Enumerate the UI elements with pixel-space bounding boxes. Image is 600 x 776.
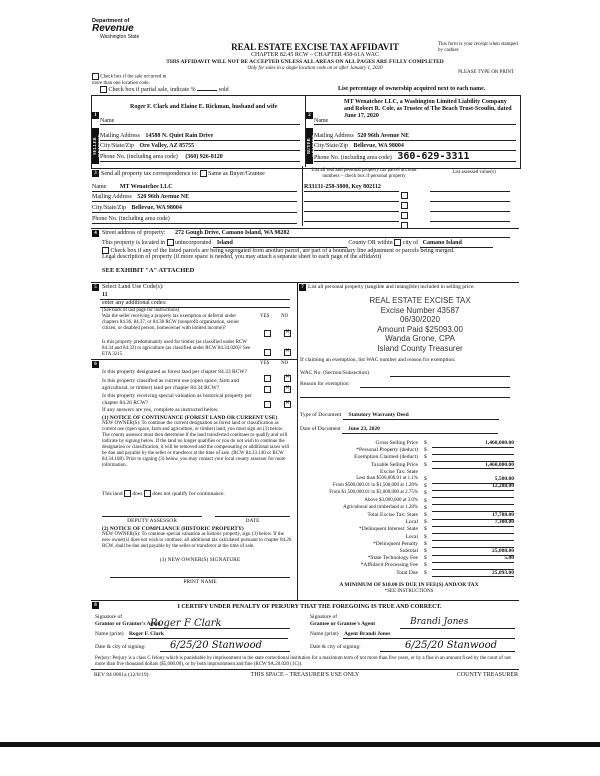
agency-line2: Revenue — [92, 23, 134, 34]
calc-label-13: Local — [405, 533, 418, 540]
multi-location-check[interactable] — [92, 73, 172, 87]
county-treasurer: COUNTY TREASURER — [456, 672, 518, 678]
date-label: DATE — [245, 518, 260, 524]
buyer-address: 520 96th Avenue NE — [357, 133, 410, 139]
agency-logo — [92, 18, 152, 40]
calc-value-16: 5.00 — [432, 555, 514, 563]
seller-address-label: Mailing Address — [100, 133, 140, 139]
calc-label-1: *Personal Property (deduct) — [356, 447, 418, 454]
calc-label-9: Agricultural and timberland at 1.28% — [343, 504, 418, 510]
section-5-tab: 5 — [92, 284, 99, 291]
calc-value-11: 7,300.00 — [432, 519, 514, 527]
calc-dollar-12: $ — [424, 526, 427, 533]
grantee-sig-of: Signature of — [310, 614, 338, 620]
section-4-tab: 4 — [92, 230, 99, 237]
tax-correspondence-row — [101, 170, 296, 178]
city-of-label: city of — [402, 239, 419, 246]
grantee-label: Grantee or Grantee's Agent — [310, 620, 376, 627]
calc-label-12: *Delinquent Interest: State — [359, 526, 418, 533]
city-of-checkbox[interactable] — [394, 239, 401, 246]
grantor-date-city: 6/25/20 Stanwood — [170, 640, 263, 651]
calc-dollar-1: $ — [424, 447, 427, 454]
calc-label-17: *Affidavit Processing Fee — [360, 562, 418, 569]
tax-corr-city: Bellevue, WA 98004 — [131, 205, 182, 211]
exhibit-a-text: SEE EXHIBIT "A" ATTACHED — [102, 267, 195, 274]
partial-sale-label: Check box if partial sale, indicate % — [108, 86, 196, 93]
current-use-yes[interactable] — [264, 386, 271, 393]
legal-description-label: Legal description of property (if more space is needed, you may attach a separate sheet to each page of the affidavit) — [102, 254, 382, 260]
seller-name: Roger F. Clark and Elaine E. Rickman, husband and wife — [130, 104, 278, 110]
receipt-note: This form is your receipt when stamped by cashier. — [438, 42, 518, 53]
calc-label-7: From $1,500,000.01 to $3,000,000 at 2.75% — [329, 490, 418, 496]
calc-value-10: 17,788.00 — [432, 512, 514, 520]
grantor-signature: Roger F Clark — [150, 618, 222, 629]
treasurer-stamp — [330, 296, 510, 353]
calc-dollar-5: $ — [424, 476, 427, 482]
doc-date-label: Date of Document — [300, 426, 341, 432]
unincorporated-label: unincorporated — [175, 239, 212, 246]
seller-city: Oro Valley, AZ 85755 — [139, 143, 195, 149]
grantor-name-row — [95, 631, 295, 638]
grantor-date-label: Date & city of signing: — [95, 644, 146, 650]
calc-label-0: Gross Selling Price — [375, 440, 418, 446]
calc-label-18: Total Due — [396, 569, 418, 576]
located-label: This property is located in — [102, 239, 165, 246]
section-6-tab: 6 — [92, 361, 99, 368]
minimum-due: A MINIMUM OF $10.00 IS DUE IN FEE(S) AND/OR TAX — [339, 582, 479, 588]
calc-label-10: Total Excise Tax: State — [367, 512, 418, 518]
buyer-phone: 360-629-3311 — [397, 151, 470, 162]
tax-corr-name: MT Wenatchee LLC — [119, 184, 173, 190]
multi-location-checkbox[interactable] — [92, 73, 99, 80]
street-address: 272 Gough Drive, Camano Island, WA 98282 — [174, 230, 290, 236]
calc-label-14: *Delinquent Penalty — [372, 540, 418, 547]
stamp-line-4: Amount Paid $25093.00 — [377, 324, 463, 334]
county-label: County OR within — [348, 239, 393, 246]
new-owner-signature-label: (3) NEW OWNER(S) SIGNATURE — [159, 557, 241, 563]
deputy-assessor-label: DEPUTY ASSESSOR — [127, 518, 177, 524]
doc-type: Statutory Warranty Deed — [343, 412, 499, 420]
agency-line1: Department of — [92, 18, 130, 24]
grantee-name-label: Name (print) — [310, 631, 339, 637]
personal-property-label: List all personal property (tangible and intangible) included in selling price. — [308, 284, 475, 290]
boundary-label: Check box if any of the listed parcels are being segregated from another parcel, are part of a boundary line adjustment or parcels being merged. — [110, 247, 455, 254]
print-name-label: PRINT NAME — [183, 579, 217, 585]
calc-label-2: Exemption Claimed (deduct) — [354, 454, 418, 461]
continuance-text: NEW OWNER(S): To continue the current designation as forest land or classification as current use (open space, farm and agriculture, or timber) land, you must sign on (3) below. The county assessor must then determine if the land transferred continues to qualify and will indicate by signing below. If the land no longer qualifies or you do not wish to continue the designation or classification, it will be removed and the compensating or additional taxes will be due and payable by the seller or transferor at the time of sale. (RCW 84.33.140 or RCW 84.34.108). Prior to signing (3) below, you may contact your local county assessor for more information. — [102, 421, 290, 468]
same-as-buyer-checkbox[interactable] — [200, 170, 207, 177]
stamp-line-2: Excise Number 43587 — [380, 305, 460, 315]
continuance-title: (1) NOTICE OF CONTINUANCE (FOREST LAND OR CURRENT USE) — [102, 415, 278, 421]
does-not-label: does not qualify for continuance. — [152, 490, 225, 497]
type-or-print: PLEASE TYPE OR PRINT — [458, 70, 514, 75]
calc-label-15: Subtotal — [399, 548, 418, 554]
buyer-grantee-label: BUYER GRANTEE — [306, 128, 313, 164]
calc-value-6: 12,288.00 — [432, 483, 514, 491]
calc-label-6: From $500,000.01 to $1,500,000 at 1.28% — [333, 483, 418, 489]
land-use-q1: Was the seller receiving a property tax exemption or deferral under chapters 84.36, 84.37, or 84.38 RCW (nonprofit organization, senior citizen, or disabled person, homeowner with limited income)? — [102, 314, 240, 331]
sold-label: sold — [218, 86, 229, 93]
buyer-name-row — [314, 99, 516, 124]
buyer-city-label: City/State/Zip — [314, 143, 348, 149]
assessed-header: List assessed value(s) — [452, 170, 496, 175]
wac-label: WAC No. (Section/Subsection) — [300, 370, 369, 376]
calc-label-4: Excise Tax: State — [379, 468, 418, 475]
calc-dollar-11: $ — [424, 519, 427, 526]
doc-date: June 23, 2020 — [342, 426, 498, 434]
calc-dollar-17: $ — [424, 562, 427, 569]
land-use-q2: Is this property predominantly used for timber (as classified under RCW 84.34 and 84.33) or agriculture (as classified under RCW 84.34.020)? See ETA 3215 — [102, 340, 251, 357]
this-land-label: This land — [102, 490, 123, 497]
grantor-sig-of: Signature of — [95, 614, 123, 620]
grantor-name-label: Name (print) — [95, 631, 124, 637]
seller-name-row — [100, 104, 300, 124]
historic-text: NEW OWNER(S): To continue special valuation as historic property, sign (3) below. If the new owner(s) does not wish to continue, all additional tax calculated pursuant to chapter 84.26 RCW, shall be due and payable by the seller or transferor at the time of sale. — [102, 532, 292, 549]
section6-q3: Is this property receiving special valuation as historical property per chapter 84.26 RCW? — [102, 393, 252, 406]
calc-dollar-10: $ — [424, 512, 427, 518]
calc-dollar-7: $ — [424, 490, 427, 497]
stamp-line-5: Wanda Grone, CPA — [385, 334, 455, 343]
treasurer-space: THIS SPACE – TREASURER'S USE ONLY — [250, 672, 360, 678]
section-2-tab: 2 — [306, 112, 313, 119]
section6-yes-header: YES — [260, 361, 270, 366]
calc-label-16: *State Technology Fee — [367, 555, 418, 562]
calc-label-5: Less than $500,000.01 at 1.1% — [356, 476, 418, 481]
section6-no-header: NO — [281, 361, 289, 366]
stamp-line-1: REAL ESTATE EXCISE TAX — [369, 296, 471, 305]
buyer-name-label: Name — [314, 118, 329, 124]
historic-title: (2) NOTICE OF COMPLIANCE (HISTORIC PROPERTY) — [102, 526, 244, 532]
seller-name-label: Name — [100, 118, 115, 124]
grantee-date-city: 6/25/20 Stanwood — [405, 640, 498, 651]
calc-value-18: 25,093.00 — [432, 570, 514, 578]
qualify-row — [102, 490, 292, 497]
unincorporated-checkbox[interactable] — [167, 239, 174, 246]
seller-city-row — [100, 143, 300, 150]
seller-address: 14588 N. Quiet Rain Drive — [145, 133, 214, 139]
buyer-address-row — [314, 133, 516, 140]
tax-corr-name-row — [92, 184, 297, 191]
does-checkbox[interactable] — [124, 490, 131, 497]
additional-codes-label: enter any additional codes: — [102, 300, 167, 306]
stamp-line-6: Island County Treasurer — [377, 343, 463, 353]
does-not-checkbox[interactable] — [144, 490, 151, 497]
chapter-line: CHAPTER 82.45 RCW – CHAPTER 458-61A WAC — [251, 52, 379, 58]
city-value: Camano Island — [420, 240, 493, 248]
tax-correspondence-label: Send all property tax correspondence to: — [101, 170, 199, 177]
calc-dollar-16: $ — [424, 555, 427, 562]
calc-value-0: 1,460,000.00 — [432, 440, 514, 448]
calc-dollar-9: $ — [424, 504, 427, 511]
calc-dollar-14: $ — [424, 540, 427, 547]
section-8-tab: 8 — [92, 602, 99, 609]
doc-type-row — [300, 412, 515, 420]
tax-corr-city-row — [92, 205, 297, 212]
section-3-tab: 3 — [92, 170, 99, 177]
buyer-city-row — [314, 143, 516, 150]
tax-corr-address-row — [92, 194, 297, 201]
calc-value-5: 5,500.00 — [432, 476, 514, 484]
does-label: does — [132, 490, 143, 497]
same-as-buyer-label: Same as Buyer/Grantee — [208, 170, 265, 177]
tax-corr-phone-label: Phone No. (including area code) — [92, 216, 170, 222]
calc-dollar-8: $ — [424, 497, 427, 504]
calc-dollar-2: $ — [424, 454, 427, 461]
perjury-note: Perjury: Perjury is a class C felony which is punishable by imprisonment in the state correctional institution for a maximum term of not more than five years, or by a fine in an amount fixed by the court of not more than five thousand dollars ($5,000.00), or by both imprisonment and fine (RCW 9A.20.020 (1C)). — [95, 656, 511, 667]
calc-dollar-0: $ — [424, 440, 427, 446]
seller-phone-row — [100, 154, 300, 161]
calc-dollar-13: $ — [424, 533, 427, 540]
section-1-tab: 1 — [92, 112, 99, 119]
see-back-label: (See back of last page for instructions) — [102, 308, 180, 313]
partial-sale-row[interactable] — [100, 86, 330, 94]
doc-date-row — [300, 426, 515, 434]
buyer-phone-label: Phone No. (including area code) — [314, 155, 392, 161]
tax-corr-name-label: Name — [92, 184, 107, 190]
not-accepted-line: THIS AFFIDAVIT WILL NOT BE ACCEPTED UNLESS ALL AREAS ON ALL PAGES ARE FULLY COMPLETED — [166, 59, 444, 65]
agency-line3: Washington State — [100, 34, 140, 40]
grantor-label: Grantor or Grantor's Agent — [95, 620, 161, 627]
seller-phone: (360) 926-8120 — [185, 154, 223, 160]
land-use-code: 11 — [102, 292, 108, 298]
buyer-address-label: Mailing Address — [314, 133, 354, 139]
parcel-numbers: R33131-258-3800, Key 802112 — [304, 184, 381, 190]
only-sales-line: Only for sales in a single location code on or after January 1, 2020 — [247, 66, 383, 71]
calc-dollar-18: $ — [424, 569, 427, 576]
land-use-q2-yes[interactable] — [264, 349, 271, 356]
ownership-note: List percentage of ownership acquired next to each name. — [338, 86, 486, 92]
form-revision: REV 84 0001a (12/6/19) — [94, 672, 149, 678]
buyer-name: MT Wenatchee LLC, a Washington Limited Liability Company and Robert R. Cole, as Trustee of The Beach Trust-Scoufin, dated June 17, 2020 — [344, 99, 512, 119]
calc-label-3: Taxable Selling Price — [371, 461, 418, 468]
section-7-tab: 7 — [299, 284, 306, 291]
see-instructions: *SEE INSTRUCTIONS — [384, 589, 434, 594]
parcel-header: List all real and personal property tax parcel account numbers – check box if personal property — [311, 168, 417, 179]
bottom-bar — [0, 742, 600, 747]
exemption-label: If claiming an exemption, list WAC number and reason for exemption: — [300, 357, 456, 363]
grantee-name-row — [310, 631, 515, 638]
partial-sale-checkbox[interactable] — [100, 86, 107, 93]
tax-corr-phone-row — [92, 216, 297, 223]
if-any-yes: If any answers are yes, complete as instructed below. — [102, 407, 219, 413]
stamp-line-3: 06/30/2020 — [399, 315, 441, 324]
grantee-signature: Brandi Jones — [410, 617, 469, 627]
street-address-row — [102, 230, 512, 237]
current-use-no[interactable] — [284, 386, 291, 393]
seller-phone-label: Phone No. (including area code) — [100, 154, 178, 160]
seller-grantor-label: SELLER GRANTOR — [92, 128, 99, 164]
tax-corr-address: 520 96th Avenue NE — [137, 194, 190, 200]
land-use-select-label: Select Land Use Code(s): — [102, 284, 164, 290]
calc-value-3: 1,460,000.00 — [432, 462, 514, 470]
grantee-date-label: Date & city of signing: — [310, 644, 361, 650]
tax-corr-address-label: Mailing Address — [92, 194, 132, 200]
land-use-q1-no[interactable] — [284, 330, 291, 337]
street-address-label: Street address of property: — [102, 230, 166, 236]
buyer-city: Bellevue, WA 98004 — [353, 143, 404, 149]
land-use-no-header: NO — [281, 314, 289, 319]
county-value: Island — [213, 240, 347, 248]
calc-dollar-15: $ — [424, 548, 427, 554]
calc-value-15: 25,088.00 — [432, 548, 514, 556]
land-use-q2-no[interactable] — [284, 349, 291, 356]
calc-label-8: Above $3,000,000 at 3.0% — [364, 497, 418, 503]
grantee-name: Agent Brandi Jones — [343, 631, 391, 637]
boundary-checkbox[interactable] — [102, 247, 109, 254]
doc-type-label: Type of Document — [300, 412, 342, 418]
land-use-yes-header: YES — [260, 314, 270, 319]
reason-label: Reason for exemption — [300, 381, 349, 387]
certify-statement: I CERTIFY UNDER PENALTY OF PERJURY THAT THE FOREGOING IS TRUE AND CORRECT. — [177, 604, 442, 610]
calc-dollar-6: $ — [424, 483, 427, 490]
calc-label-11: Local — [405, 519, 418, 526]
seller-city-label: City/State/Zip — [100, 143, 134, 149]
section6-q1: Is this property designated as forest land per chapter 84.33 RCW? — [102, 369, 247, 375]
land-use-select-row — [102, 284, 292, 291]
calc-dollar-3: $ — [424, 461, 427, 468]
tax-corr-city-label: City/State/Zip — [92, 205, 126, 211]
multi-location-label: Check box if the sale occurred in more than one location code. — [92, 74, 167, 86]
land-use-q1-yes[interactable] — [264, 330, 271, 337]
seller-address-row — [100, 133, 300, 140]
form-title: REAL ESTATE EXCISE TAX AFFIDAVIT — [231, 42, 399, 52]
section6-q2: Is this property classified as current use (open space, farm and agricultural, or timber) land per chapter 84.34 RCW? — [102, 378, 239, 391]
grantor-name: Roger F. Clark — [128, 631, 164, 637]
